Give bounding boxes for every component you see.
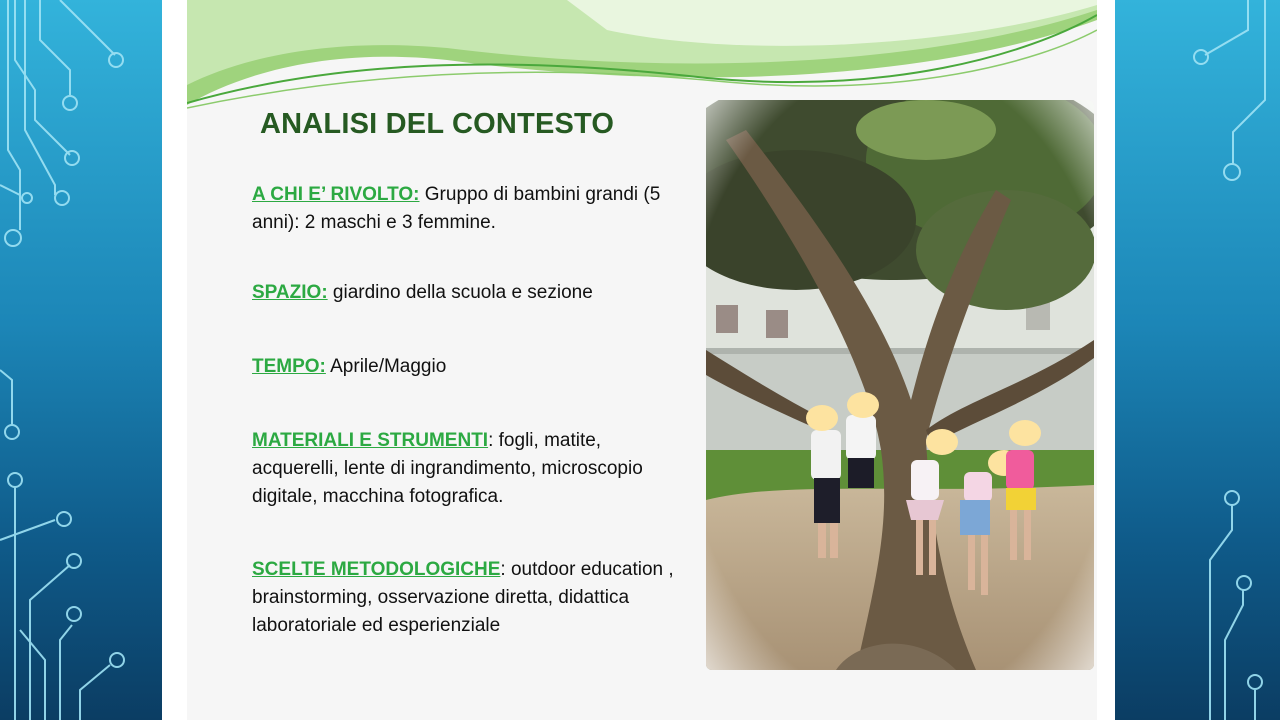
circuit-decoration-left [0,0,162,720]
slide-canvas [162,0,1115,720]
section-label: MATERIALI E STRUMENTI [252,430,489,451]
circuit-decoration-right [1115,0,1280,720]
section-text: : fogli, matite, acquerelli, lente di ingrandimento, microscopio digitale, macchina fotografica. [252,430,643,507]
section-label: TEMPO: [252,356,326,377]
children-tree-photo [706,100,1094,670]
section-label: SCELTE METODOLOGICHE [252,559,501,580]
page-title: ANALISI DEL CONTESTO [260,108,615,140]
section-materials [252,427,692,511]
photo-illustration [706,100,1094,670]
section-text: Aprile/Maggio [325,356,447,377]
section-text: giardino della scuola e sezione [327,282,593,303]
section-text: Gruppo di bambini grandi (5 anni): 2 maschi e 3 femmine. [252,184,661,233]
section-text: : outdoor education , brainstorming, osservazione diretta, didattica laboratoriale ed esperienziale [252,559,674,636]
section-time [252,353,692,381]
section-space [252,279,692,307]
section-label: SPAZIO: [252,282,328,303]
green-wave-header [187,0,1097,110]
section-methods [252,556,692,640]
section-target [252,181,692,237]
section-label: A CHI E’ RIVOLTO: [252,184,420,205]
